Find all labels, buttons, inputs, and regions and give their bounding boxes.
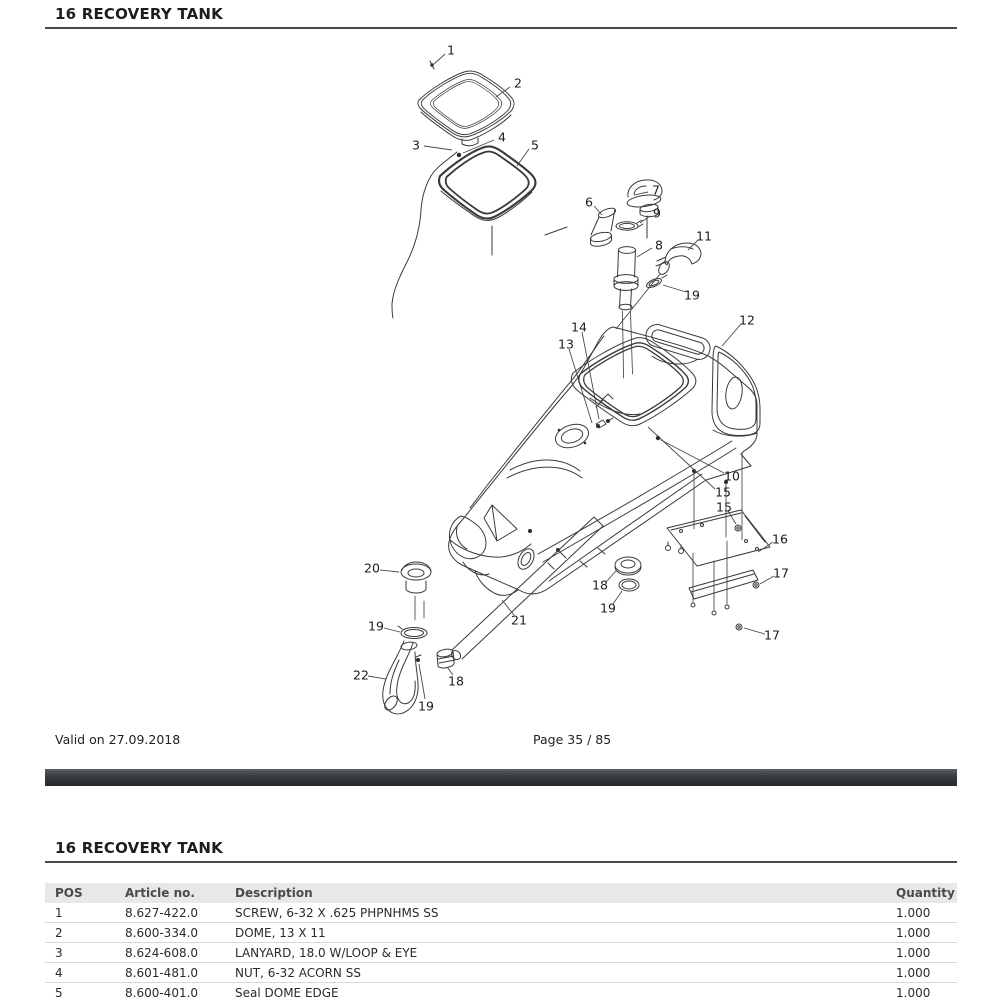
callout-number: 19 [418, 698, 434, 714]
callout-number: 17 [773, 565, 789, 581]
table-cell: 5 [45, 983, 125, 1000]
callout-number: 3 [412, 137, 420, 153]
table-row [45, 983, 957, 1000]
callout-leader-line [594, 206, 602, 215]
drain-hose-part [382, 641, 421, 714]
table-cell: 3 [45, 943, 125, 963]
page-separator-bar [45, 769, 957, 786]
callout-number: 20 [364, 560, 380, 576]
callout-number: 18 [592, 577, 608, 593]
table-cell: 8.601-481.0 [125, 963, 235, 983]
table-cell: 4 [45, 963, 125, 983]
callout-leader-line [434, 54, 445, 64]
table-cell: LANYARD, 18.0 W/LOOP & EYE [235, 943, 896, 963]
callout-leader-line [663, 285, 686, 292]
parts-table-body [45, 903, 957, 1000]
dome-seal-part [439, 146, 567, 255]
callout-number: 19 [600, 600, 616, 616]
callout-number: 18 [448, 673, 464, 689]
exploded-parts-diagram [0, 30, 1000, 730]
table-cell: 1 [45, 903, 125, 923]
callout-leader-line [368, 676, 386, 679]
drain-cap-part [398, 562, 431, 639]
table-row [45, 923, 957, 943]
table-cell: 8.627-422.0 [125, 903, 235, 923]
valid-on-date: Valid on 27.09.2018 [55, 732, 181, 747]
table-cell: 8.624-608.0 [125, 943, 235, 963]
table-cell: 1.000 [896, 923, 957, 943]
standpipe-part [614, 247, 638, 378]
callout-leader-line [640, 216, 650, 223]
inlet-tube-part [590, 206, 617, 246]
clamp-part [645, 275, 667, 289]
callout-number: 15 [716, 499, 732, 515]
clamp-part [616, 220, 643, 230]
table-cell: 8.600-334.0 [125, 923, 235, 943]
callout-number: 19 [368, 618, 384, 634]
bracket-plate-part [666, 454, 771, 630]
callout-number: 17 [764, 627, 780, 643]
drain-tube-part [450, 517, 603, 661]
callout-number: 8 [655, 237, 663, 253]
table-row [45, 943, 957, 963]
callout-number: 7 [652, 182, 660, 198]
table-cell: 1.000 [896, 983, 957, 1000]
column-header: Quantity [896, 883, 957, 903]
table-cell: 2 [45, 923, 125, 943]
elbow-fitting-part [616, 243, 701, 329]
table-cell: SCREW, 6-32 X .625 PHPNHMS SS [235, 903, 896, 923]
callout-number: 2 [514, 75, 522, 91]
screw-part [430, 61, 434, 69]
callout-number: 10 [724, 468, 740, 484]
table-cell: Seal DOME EDGE [235, 983, 896, 1000]
callout-number: 1 [447, 42, 455, 58]
grommet-part [615, 557, 641, 591]
callout-leader-line [517, 149, 529, 166]
callout-number: 4 [498, 129, 506, 145]
column-header: Article no. [125, 883, 235, 903]
callout-leader-line [384, 628, 400, 632]
table-cell: DOME, 13 X 11 [235, 923, 896, 943]
callout-number: 16 [772, 531, 788, 547]
callout-leader-line [758, 542, 773, 552]
callout-number: 11 [696, 228, 712, 244]
callout-number: 21 [511, 612, 527, 628]
table-row [45, 963, 957, 983]
parts-table [45, 883, 957, 1000]
callout-leader-line [380, 570, 399, 572]
table-cell: 1.000 [896, 943, 957, 963]
callout-number: 15 [715, 484, 731, 500]
table-cell: 1.000 [896, 963, 957, 983]
callout-leader-line [634, 192, 648, 195]
table-row [45, 903, 957, 923]
nut-part [457, 153, 461, 157]
callout-leader-line [637, 248, 652, 257]
callout-number: 22 [353, 667, 369, 683]
table-cell: 8.600-401.0 [125, 983, 235, 1000]
page-title: 16 RECOVERY TANK [55, 5, 223, 23]
callout-number: 9 [653, 205, 661, 221]
callout-number: 5 [531, 137, 539, 153]
callout-number: 12 [739, 312, 755, 328]
section-title-2 [45, 839, 957, 863]
section-title [45, 5, 957, 29]
table-cell: 1.000 [896, 903, 957, 923]
table-cell: NUT, 6-32 ACORN SS [235, 963, 896, 983]
callout-leader-line [419, 664, 425, 699]
callout-number: 19 [684, 287, 700, 303]
page-indicator: Page 35 / 85 [533, 732, 612, 747]
callout-leader-line [424, 146, 452, 150]
callout-number: 13 [558, 336, 574, 352]
column-header: Description [235, 883, 896, 903]
callout-leader-line [760, 576, 774, 584]
page-title-2: 16 RECOVERY TANK [55, 839, 223, 857]
table-header-row [45, 883, 957, 903]
callout-number: 6 [585, 194, 593, 210]
callout-leader-line [744, 628, 765, 634]
callout-number: 14 [571, 319, 587, 335]
column-header: POS [45, 883, 125, 903]
